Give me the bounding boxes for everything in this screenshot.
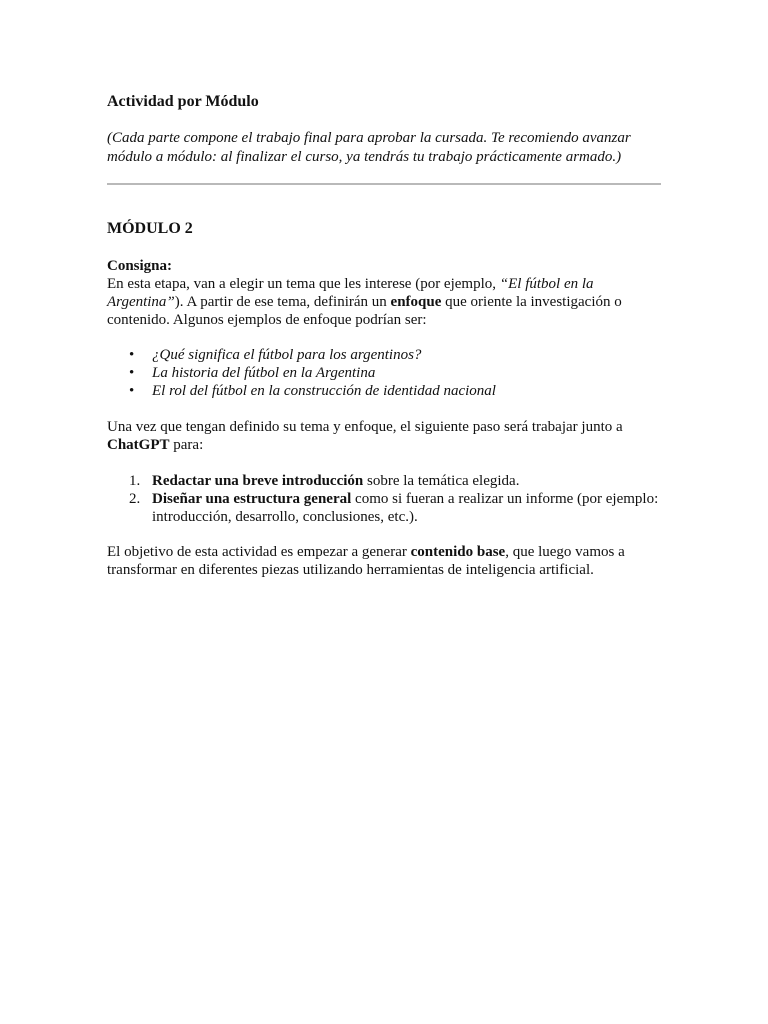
step-rest-text: como si fueran a realizar un informe (por ejemplo: introducción, desarrollo, conclusiones, etc.). [152,491,659,525]
steps-list [107,472,663,526]
step-rest-text: sobre la temática elegida. [363,473,520,489]
chatgpt-text-2: para: [169,437,204,453]
list-item: • ¿Qué significa el fútbol para los argentinos? [107,346,663,364]
horizontal-divider [107,183,661,185]
step-bold-text: Redactar una breve introducción [152,473,364,489]
examples-list [107,346,663,400]
objective-keyword: contenido base [410,544,506,560]
consigna-label: Consigna: [107,258,173,274]
consigna-keyword: enfoque [390,294,442,310]
consigna-text-2: ). A partir de ese tema, definirán un [174,294,391,310]
consigna-example-topic: “El fútbol en la Argentina” [107,276,594,310]
step-number: 2. [129,491,141,507]
objective-paragraph [107,543,663,579]
objective-text-1: El objetivo de esta actividad es empezar a generar [107,544,411,560]
chatgpt-text-1: Una vez que tengan definido su tema y enfoque, el siguiente paso será trabajar junto a [107,419,623,435]
intro-note: (Cada parte compone el trabajo final para aprobar la cursada. Te recomiendo avanzar módulo a módulo: al finalizar el curso, ya tendrás tu trabajo prácticamente armado.) [107,130,631,165]
consigna-text-1: En esta etapa, van a elegir un tema que les interese (por ejemplo, [107,276,500,292]
objective-text-2: , que luego vamos a transformar en diferentes piezas utilizando herramientas de inteligencia artificial. [107,544,625,578]
list-item [107,472,663,490]
step-bold-text: Diseñar una estructura general [152,491,352,507]
chatgpt-paragraph [107,418,663,454]
consigna-text-3: que oriente la investigación o contenido. Algunos ejemplos de enfoque podrían ser: [107,294,622,328]
step-number: 1. [129,473,141,489]
list-item: • El rol del fútbol en la construcción de identidad nacional [107,382,663,400]
list-item [107,490,663,526]
list-item: • La historia del fútbol en la Argentina [107,364,663,382]
consigna-paragraph [107,275,663,329]
chatgpt-tool-name: ChatGPT [107,437,170,453]
document-title: Actividad por Módulo [107,93,259,110]
module-title: MÓDULO 2 [107,220,193,237]
